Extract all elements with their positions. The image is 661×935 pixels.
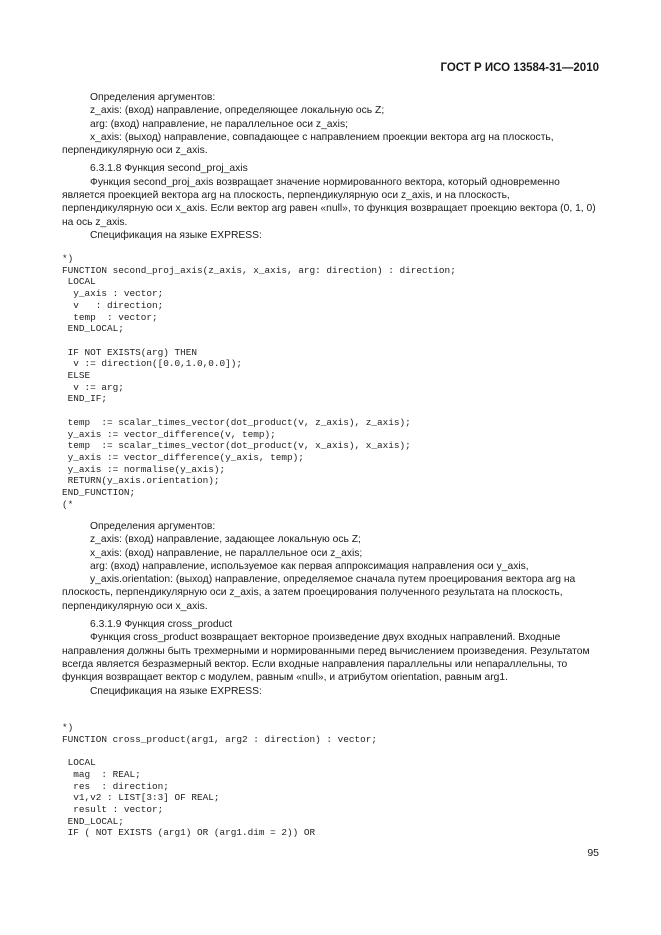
section-body: Функция second_proj_axis возвращает значение нормированного вектора, который одновременно является проекцией вектора arg на плоскость, перпендикулярную оси z_axis, и на плоскость, перпендикулярную оси x_axis. Если вектор arg равен «null», то функция возвращает проекцию вектора (0, 1, 0) на ось z_axis. [62, 176, 596, 228]
code-line: IF NOT EXISTS(arg) THEN [67, 346, 198, 358]
code-line: v := arg; [73, 381, 124, 393]
code-line: temp : vector; [73, 311, 158, 323]
code-line: temp := scalar_times_vector(dot_product(v, z_axis), z_axis); [67, 416, 411, 428]
definition-item: arg: (вход) направление, не параллельное оси z_axis; [90, 118, 348, 130]
spec-label: Спецификация на языке EXPRESS: [90, 685, 262, 697]
code-line: END_IF; [67, 393, 108, 405]
spec-label: Спецификация на языке EXPRESS: [90, 229, 262, 241]
definitions-title: Определения аргументов: [90, 521, 216, 532]
code-line: END_LOCAL; [67, 815, 124, 827]
code-line: y_axis := normalise(y_axis); [67, 463, 226, 475]
code-line: IF ( NOT EXISTS (arg1) OR (arg1.dim = 2)) OR [62, 827, 316, 839]
code-line: y_axis := vector_difference(v, temp); [67, 428, 276, 440]
definitions-title: Определения аргументов: [90, 92, 216, 103]
code-line: v := direction([0.0,1.0,0.0]); [73, 358, 243, 370]
code-line: *) [62, 253, 74, 264]
code-line: res : direction; [73, 780, 169, 792]
code-line: *) [62, 722, 74, 733]
code-line: ELSE [67, 370, 91, 382]
code-line: LOCAL [67, 757, 96, 769]
argument-definitions-1 [62, 91, 599, 242]
section-body: Функция cross_product возвращает векторное произведение двух входных направлений. Входные направления должны быть трехмерными и нормированными перед вычислением произведения. Результатом всегда является безразмерный вектор. Если входные направления параллельны или непараллельны, то функция возвращает вектор с модулем, равным «null», и атрибутом orientation, равным arg1. [62, 632, 590, 684]
code-line: temp := scalar_times_vector(dot_product(v, x_axis), x_axis); [67, 440, 411, 452]
code-line: v : direction; [73, 299, 164, 311]
standard-header: ГОСТ Р ИСО 13584-31—2010 [440, 62, 599, 74]
code-line: v1,v2 : LIST[3:3] OF REAL; [73, 792, 220, 804]
code-line: FUNCTION second_proj_axis(z_axis, x_axis, arg: direction) : direction; [62, 264, 456, 276]
section-heading: 6.3.1.9 Функция cross_product [90, 619, 233, 631]
code-line: END_FUNCTION; [62, 487, 136, 499]
code-line: END_LOCAL; [67, 323, 124, 335]
code-line: result : vector; [73, 803, 164, 815]
code-line: y_axis : vector; [73, 288, 164, 300]
definition-item: z_axis: (вход) направление, задающее локальную ось Z; [90, 534, 361, 546]
definition-item: x_axis: (вход) направление, не параллельное оси z_axis; [90, 547, 363, 559]
definition-item: x_axis: (выход) направление, совпадающее с направлением проекции вектора arg на плоскость, перпендикулярную оси z_axis. [62, 131, 554, 157]
code-line: FUNCTION cross_product(arg1, arg2 : direction) : vector; [62, 733, 378, 745]
definition-item: y_axis.orientation: (выход) направление, определяемое сначала путем проецирования вектора arg на плоскость, перпендикулярную оси z_axis, а затем проецирования полученного результата на плоскость, перпендикулярную оси x_axis. [62, 574, 576, 612]
definition-item: arg: (вход) направление, используемое как первая аппроксимация направления оси y_axis, [90, 560, 529, 572]
argument-definitions-2 [62, 520, 599, 698]
express-code-block [62, 253, 622, 510]
code-line: y_axis := vector_difference(y_axis, temp); [67, 451, 304, 463]
definition-item: z_axis: (вход) направление, определяющее локальную ось Z; [90, 105, 385, 117]
code-line: LOCAL [67, 276, 96, 288]
code-line: mag : REAL; [73, 768, 141, 780]
section-heading: 6.3.1.8 Функция second_proj_axis [90, 163, 248, 175]
express-code-block [62, 722, 622, 839]
page-number: 95 [587, 847, 599, 859]
code-line: (* [62, 498, 74, 510]
code-line: RETURN(y_axis.orientation); [67, 475, 220, 487]
